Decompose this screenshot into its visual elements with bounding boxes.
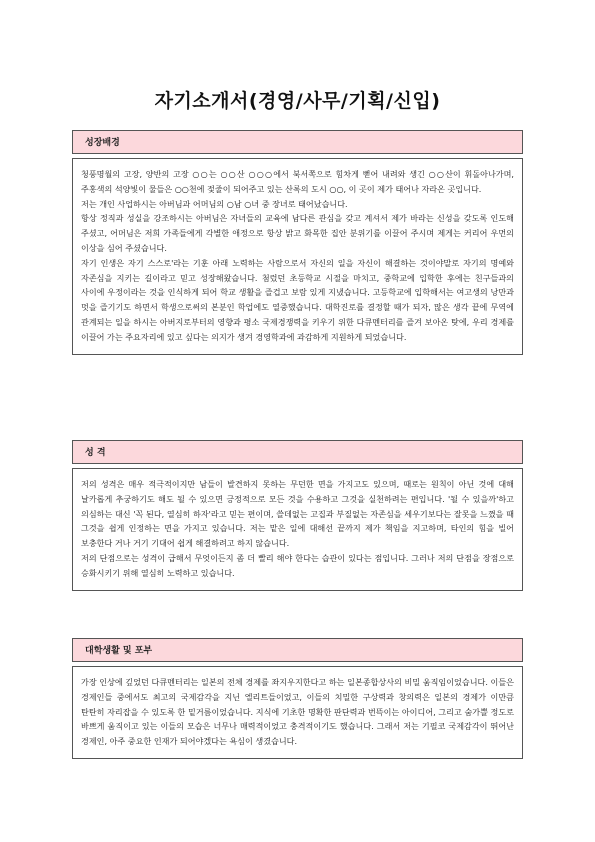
paragraph: 자기 인생은 자기 스스로'라는 기훈 아래 노력하는 사람으로서 자신의 일을 자신이 해결하는 것이야말로 자기의 명예와 자존심을 지키는 길이라고 믿고 성장해왔습니다. 첨렀던 초등학교 시절을 마치고, 중학교에 입학한 후에는 친구들과의 사이에 우정이라는 것을 인식하게 되어 학교 생활을 즐겁고 보람 있게 지냈습니다. 고등학교에 입학해서는 여고생의 낭만과 멋을 즐기기도 하면서 학생으로써의 본분인 학업에도 열중했습니다. 대학진로를 결정할 때가 되자, 많은 생각 끝에 무역에 관계되는 일을 하시는 아버지로부터의 영향과 평소 국제경쟁력을 키우기 위한 다큐멘터리를 즐겨 보아온 탓에, 우리 경제를 이끌어 가는 주요자리에 있고 싶다는 의지가 생겨 경영학과에 과감하게 지원하게 되었습니다. bbox=[81, 257, 514, 342]
section-body bbox=[72, 666, 523, 759]
paragraph: 청풍명월의 고장, 양반의 고장 ○○는 ○○산 ○○○에서 북서쪽으로 힘차게 뻗어 내려와 생긴 ○○산이 휘돌아나가며, 주홍색의 석양빛이 물들은 ○○천에 젖줄이 되어주고 있는 산록의 도시 ○○, 이 곳이 제가 태어나 자라온 곳입니다. bbox=[81, 169, 514, 194]
page-title: 자기소개서(경영/사무/기획/신입) bbox=[154, 90, 441, 112]
paragraph: 가장 인상에 깊었던 다큐멘터리는 일본의 전체 경제를 좌지우지한다고 하는 일본종합상사의 비밀 움직임이었습니다. 이들은 경제인들 중에서도 최고의 국제감각을 지닌 엘리트들이었고, 이들의 치밀한 구상력과 창의력은 일본의 경제가 이만큼 탄탄히 자리잡을 수 있도록 한 밑거름이었습니다. 지식에 기초한 명확한 판단력과 번뜩이는 아이디어, 그리고 숨가쁠 정도로 바쁘게 움직이고 있는 이들의 모습은 너무나 매력적이었고 충격적이기도 했습니다. 그래서 저는 기필코 국제감각이 뛰어난 경제인, 아주 중요한 인재가 되어야겠다는 욕심이 생겼습니다. bbox=[81, 677, 514, 747]
section-growth-background bbox=[72, 130, 523, 355]
section-header: 성 격 bbox=[72, 440, 523, 464]
section-body bbox=[72, 468, 523, 591]
section-college-life bbox=[72, 638, 523, 759]
section-header: 대학생활 및 포부 bbox=[72, 638, 523, 662]
section-personality bbox=[72, 440, 523, 591]
section-header: 성장배경 bbox=[72, 130, 523, 154]
section-body bbox=[72, 158, 523, 355]
paragraph: 저의 단점으로는 성격이 급해서 무엇이든지 좀 더 빨리 해야 한다는 습관이 있다는 점입니다. 그러나 저의 단점을 장점으로 승화시키기 위해 열심히 노력하고 있습니다. bbox=[81, 552, 514, 578]
paragraph: 항상 정직과 성실을 강조하시는 아버님은 자녀들의 교육에 남다른 관심을 갖고 계셔서 제가 바라는 신성을 갖도록 인도해 주셨고, 어머님은 저희 가족들에게 각별한 애정으로 항상 밝고 화목한 집안 분위기를 이끌어 주시며 제게는 커리어 우먼의 이상을 심어 주셨습니다. bbox=[81, 213, 514, 253]
paragraph: 저의 성격은 매우 적극적이지만 남들이 발견하지 못하는 무던한 면을 가지고도 있으며, 때로는 원칙이 아닌 것에 대해 날카롭게 추궁하기도 해도 될 수 있으면 긍정적으로 모든 것을 수용하고 그것을 실천하려는 편입니다. '될 수 있을까'하고 의심하는 대신 '꼭 된다, 열심히 하자'라고 믿는 편이며, 쓸데없는 고집과 부질없는 자존심을 세우기보다는 잘못을 느꼈을 때 그것을 쉽게 인정하는 면을 가지고 있습니다. 저는 맡은 일에 대해선 끝까지 제가 책임을 지고하며, 타인의 힘을 빌어 보충한다 거나 거기 기대어 쉽게 해결하려고 하지 않습니다. bbox=[81, 479, 514, 549]
paragraph: 저는 개인 사업하시는 아버님과 어머님의 ○남 ○녀 중 장녀로 태어났습니다. bbox=[81, 198, 348, 209]
